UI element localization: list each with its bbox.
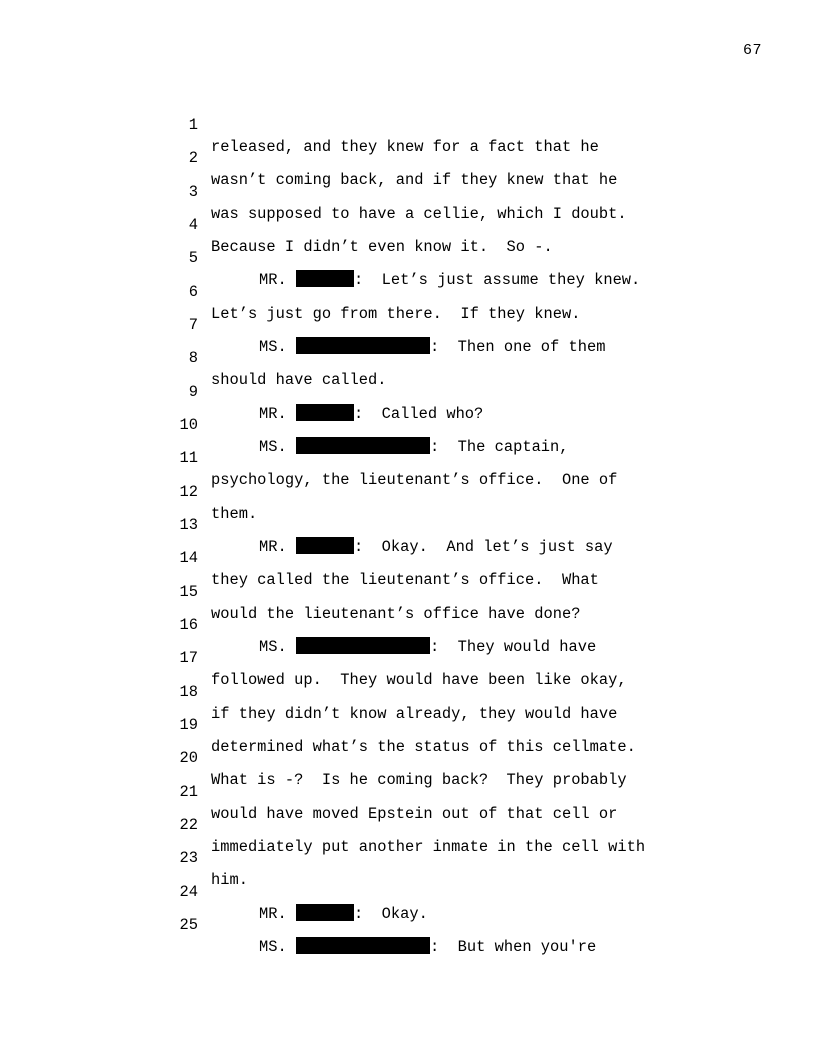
line-number: 19 [179,715,198,734]
line-number: 18 [179,682,198,701]
transcript-line [0,759,816,823]
line-number: 17 [179,649,198,668]
speaker-statement: : The captain, [429,437,569,456]
transcript-line [0,625,816,690]
line-text: followed up. They would have been like okay, [211,671,627,690]
line-text: determined what’s the status of this cellmate. [211,737,636,756]
line-text: Because I didn’t even know it. So -. [211,237,553,256]
line-number: 11 [179,449,198,468]
line-text: wasn’t coming back, and if they knew that he [211,171,618,190]
speaker-statement: : Okay. And let’s just say [353,537,613,556]
transcript-line [0,392,816,456]
transcript-line [0,459,816,523]
transcript-line [0,159,816,223]
speaker-statement: : Okay. [353,904,428,923]
speaker-statement: : Let’s just assume they knew. [353,271,641,290]
transcript-line [0,659,816,723]
line-number: 16 [179,615,198,634]
transcript-line [0,425,816,490]
speaker-title: MR. [259,271,287,290]
speaker-title: MS. [259,637,287,656]
line-text: should have called. [211,371,387,390]
line-text: would the lieutenant’s office have done? [211,604,581,623]
line-text: they called the lieutenant’s office. What [211,571,599,590]
line-number: 8 [188,349,198,368]
transcript-line [0,592,816,656]
page-number: 67 [742,42,762,59]
redaction-box [296,937,430,954]
line-number: 13 [179,515,198,534]
line-number: 15 [179,582,198,601]
transcript-line [0,92,816,156]
line-number: 24 [179,882,198,901]
transcript-line [0,525,816,590]
speaker-title: MS. [259,337,287,356]
transcript-line [0,225,816,290]
speaker-title: MS. [259,437,287,456]
speaker-title: MS. [259,937,287,956]
transcript-line [0,192,816,256]
transcript-line [0,125,816,190]
speaker-statement: : But when you're [429,937,597,956]
line-number: 9 [188,382,198,401]
line-text: them. [211,504,258,523]
speaker-title: MR. [259,404,287,423]
line-text: immediately put another inmate in the cell with [211,837,646,856]
line-number: 21 [179,782,198,801]
transcript-line [0,559,816,623]
line-number: 10 [179,415,198,434]
line-text: Let’s just go from there. If they knew. [211,304,581,323]
line-number: 5 [188,249,198,268]
transcript-line [0,892,816,956]
line-number: 7 [188,315,198,334]
speaker-title: MR. [259,537,287,556]
speaker-title: MR. [259,904,287,923]
transcript-line [0,492,816,556]
line-text: him. [211,871,248,890]
transcript-line [0,259,816,323]
line-number: 22 [179,815,198,834]
transcript-body [0,92,816,956]
line-number: 1 [188,116,198,134]
line-text: if they didn’t know already, they would have [211,704,618,723]
transcript-line [0,359,816,423]
line-number: 14 [179,549,198,568]
line-text: was supposed to have a cellie, which I doubt. [211,204,627,223]
transcript-line [0,692,816,756]
line-number: 20 [179,749,198,768]
speaker-line [259,936,596,958]
speaker-statement: : Called who? [353,404,484,423]
line-number: 3 [188,182,198,201]
line-number: 25 [179,915,198,934]
speaker-statement: : They would have [429,637,597,656]
line-text: would have moved Epstein out of that cell or [211,804,618,823]
line-number: 6 [188,282,198,301]
transcript-line [0,792,816,856]
line-text: released, and they knew for a fact that he [211,138,599,156]
transcript-line [0,825,816,890]
line-number: 2 [188,149,198,168]
line-number: 12 [179,482,198,501]
line-text: What is -? Is he coming back? They probably [211,771,627,790]
transcript-line [0,292,816,356]
transcript-line [0,325,816,390]
line-number: 23 [179,849,198,868]
speaker-statement: : Then one of them [429,337,606,356]
line-text: psychology, the lieutenant’s office. One of [211,471,618,490]
transcript-line [0,725,816,790]
transcript-line [0,859,816,923]
line-number: 4 [188,215,198,234]
